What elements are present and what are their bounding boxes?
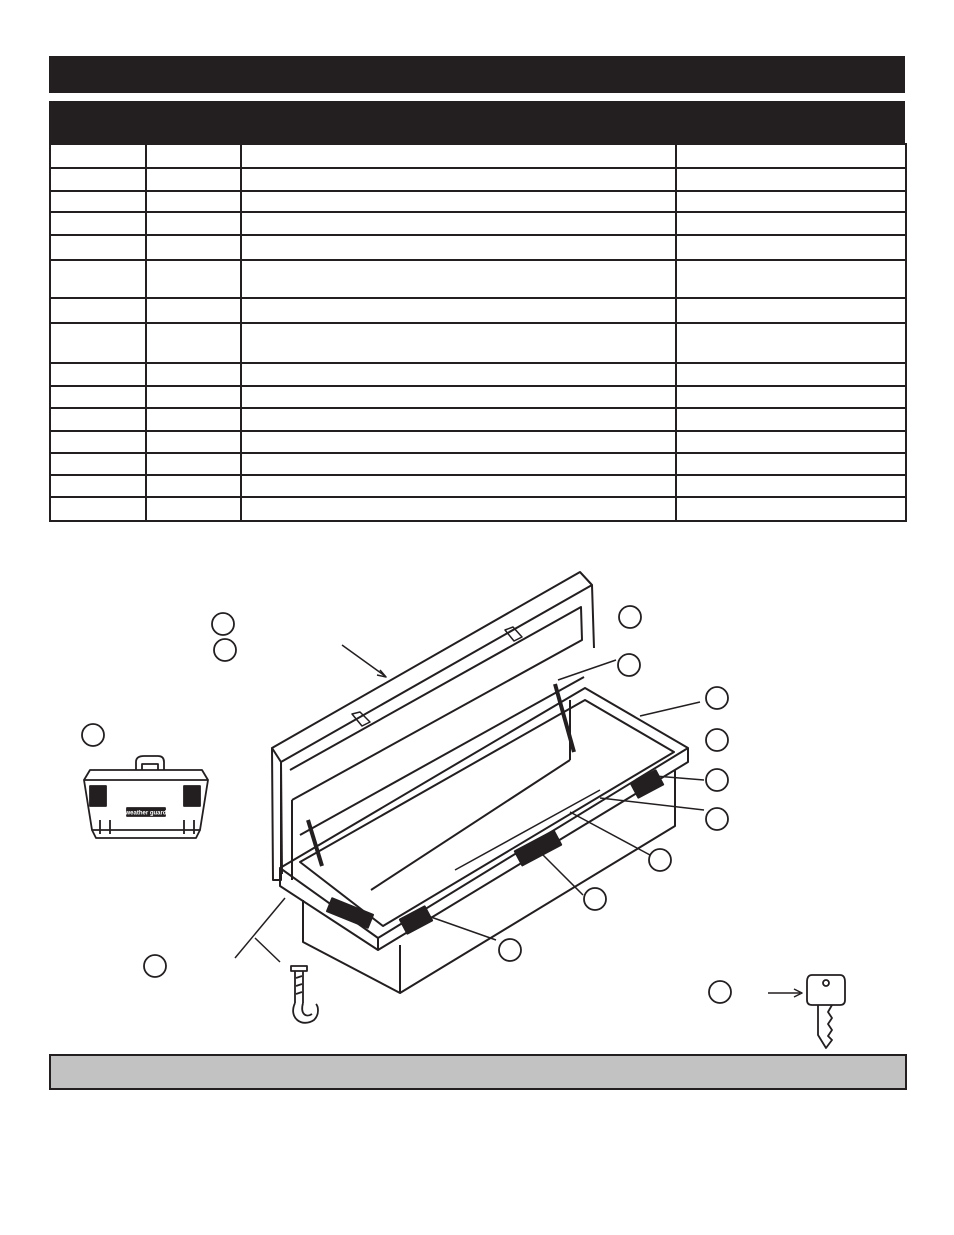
gas-strut-right bbox=[555, 684, 574, 752]
callout bbox=[706, 729, 728, 751]
callout bbox=[706, 808, 728, 830]
callout bbox=[499, 939, 521, 961]
handle-plate-front bbox=[515, 831, 561, 866]
callout bbox=[706, 769, 728, 791]
handle-plate-left bbox=[327, 898, 373, 927]
key bbox=[807, 975, 845, 1048]
callout bbox=[212, 613, 234, 635]
callout bbox=[709, 981, 731, 1003]
callout bbox=[706, 687, 728, 709]
lock-plate-left bbox=[400, 906, 432, 933]
callout bbox=[618, 654, 640, 676]
footer-bar bbox=[49, 1054, 907, 1090]
j-bolt bbox=[291, 966, 318, 1023]
callout bbox=[584, 888, 606, 910]
callout bbox=[82, 724, 104, 746]
toolbox-lid bbox=[272, 572, 592, 762]
tool-tray-brand: weather guard bbox=[125, 810, 167, 817]
callout bbox=[649, 849, 671, 871]
callout bbox=[619, 606, 641, 628]
callout bbox=[214, 639, 236, 661]
tool-tray bbox=[84, 756, 208, 838]
callout bbox=[144, 955, 166, 977]
